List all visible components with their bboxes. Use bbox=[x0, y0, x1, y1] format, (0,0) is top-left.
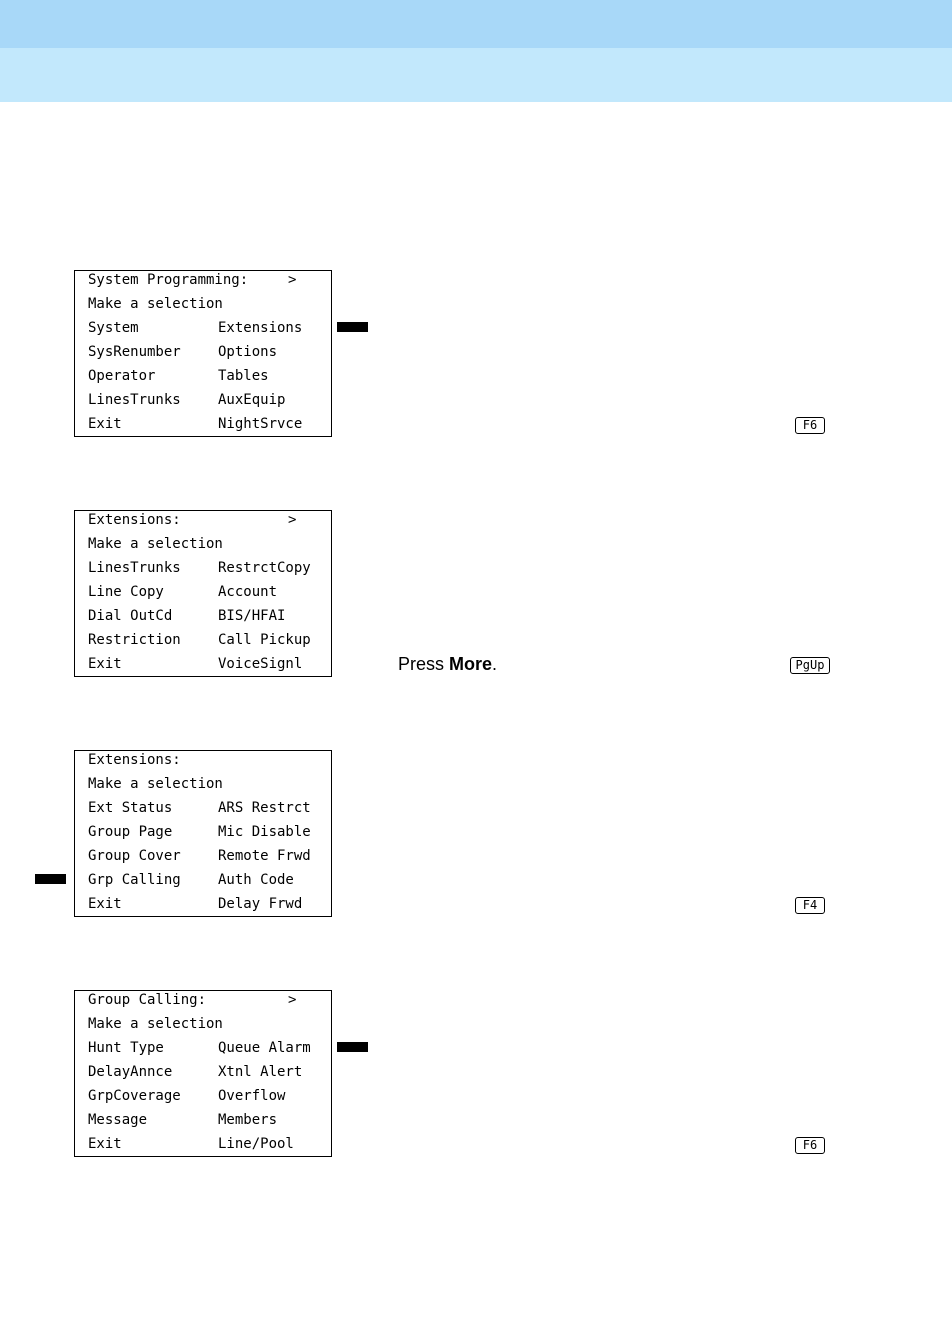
menu-option[interactable]: Extensions bbox=[218, 320, 303, 336]
menu-option[interactable]: Hunt Type bbox=[88, 1040, 164, 1056]
menu-option[interactable]: Group Page bbox=[88, 824, 173, 840]
instruction-prefix: Press bbox=[398, 654, 450, 674]
menu-option[interactable]: Delay Frwd bbox=[218, 896, 303, 912]
menu-option[interactable]: AuxEquip bbox=[218, 392, 286, 408]
selection-marker bbox=[35, 874, 66, 884]
menu-option[interactable]: BIS/HFAI bbox=[218, 608, 286, 624]
more-arrow: > bbox=[288, 512, 297, 528]
header-band-top bbox=[0, 0, 952, 48]
menu-option[interactable]: Call Pickup bbox=[218, 632, 311, 648]
menu-option[interactable]: Xtnl Alert bbox=[218, 1064, 303, 1080]
menu-option[interactable]: ARS Restrct bbox=[218, 800, 311, 816]
menu-option[interactable]: Exit bbox=[88, 1136, 122, 1152]
selection-marker bbox=[337, 1042, 368, 1052]
menu-option[interactable]: NightSrvce bbox=[218, 416, 303, 432]
menu-option[interactable]: Message bbox=[88, 1112, 148, 1128]
more-arrow: > bbox=[288, 992, 297, 1008]
menu-option[interactable]: Exit bbox=[88, 896, 122, 912]
display-screen-system-programming bbox=[74, 270, 332, 437]
screen-subtitle: Make a selection bbox=[88, 776, 223, 792]
menu-option[interactable]: Line/Pool bbox=[218, 1136, 294, 1152]
menu-option[interactable]: Options bbox=[218, 344, 278, 360]
instruction-press-more bbox=[398, 653, 497, 675]
more-arrow: > bbox=[288, 272, 297, 288]
menu-option[interactable]: Ext Status bbox=[88, 800, 173, 816]
screen-title: Extensions: bbox=[88, 752, 181, 768]
screen-title: System Programming: bbox=[88, 272, 249, 288]
screen-subtitle: Make a selection bbox=[88, 536, 223, 552]
menu-option[interactable]: Mic Disable bbox=[218, 824, 311, 840]
header-band-bottom bbox=[0, 48, 952, 102]
f4-key[interactable]: F4 bbox=[795, 897, 825, 914]
menu-option[interactable]: Queue Alarm bbox=[218, 1040, 311, 1056]
menu-option[interactable]: Restriction bbox=[88, 632, 181, 648]
menu-option[interactable]: DelayAnnce bbox=[88, 1064, 173, 1080]
selection-marker bbox=[337, 322, 368, 332]
display-screen-group-calling bbox=[74, 990, 332, 1157]
menu-option[interactable]: RestrctCopy bbox=[218, 560, 311, 576]
screen-title: Group Calling: bbox=[88, 992, 207, 1008]
menu-option[interactable]: Exit bbox=[88, 416, 122, 432]
more-label: More bbox=[449, 654, 493, 674]
menu-option[interactable]: Grp Calling bbox=[88, 872, 181, 888]
menu-option[interactable]: GrpCoverage bbox=[88, 1088, 181, 1104]
screen-subtitle: Make a selection bbox=[88, 296, 223, 312]
display-screen-extensions-page1 bbox=[74, 510, 332, 677]
display-screen-extensions-page2 bbox=[74, 750, 332, 917]
menu-option[interactable]: Account bbox=[218, 584, 278, 600]
menu-option[interactable]: Exit bbox=[88, 656, 122, 672]
menu-option[interactable]: System bbox=[88, 320, 139, 336]
instruction-suffix: . bbox=[492, 654, 498, 674]
menu-option[interactable]: Tables bbox=[218, 368, 269, 384]
menu-option[interactable]: Operator bbox=[88, 368, 156, 384]
f6-key[interactable]: F6 bbox=[795, 417, 825, 434]
menu-option[interactable]: Dial OutCd bbox=[88, 608, 173, 624]
pgup-key[interactable]: PgUp bbox=[790, 657, 830, 674]
menu-option[interactable]: Line Copy bbox=[88, 584, 164, 600]
menu-option[interactable]: Group Cover bbox=[88, 848, 181, 864]
screen-title: Extensions: bbox=[88, 512, 181, 528]
menu-option[interactable]: Overflow bbox=[218, 1088, 286, 1104]
menu-option[interactable]: SysRenumber bbox=[88, 344, 181, 360]
menu-option[interactable]: VoiceSignl bbox=[218, 656, 303, 672]
screen-subtitle: Make a selection bbox=[88, 1016, 223, 1032]
menu-option[interactable]: LinesTrunks bbox=[88, 560, 181, 576]
f6-key[interactable]: F6 bbox=[795, 1137, 825, 1154]
menu-option[interactable]: LinesTrunks bbox=[88, 392, 181, 408]
menu-option[interactable]: Auth Code bbox=[218, 872, 294, 888]
menu-option[interactable]: Remote Frwd bbox=[218, 848, 311, 864]
menu-option[interactable]: Members bbox=[218, 1112, 278, 1128]
